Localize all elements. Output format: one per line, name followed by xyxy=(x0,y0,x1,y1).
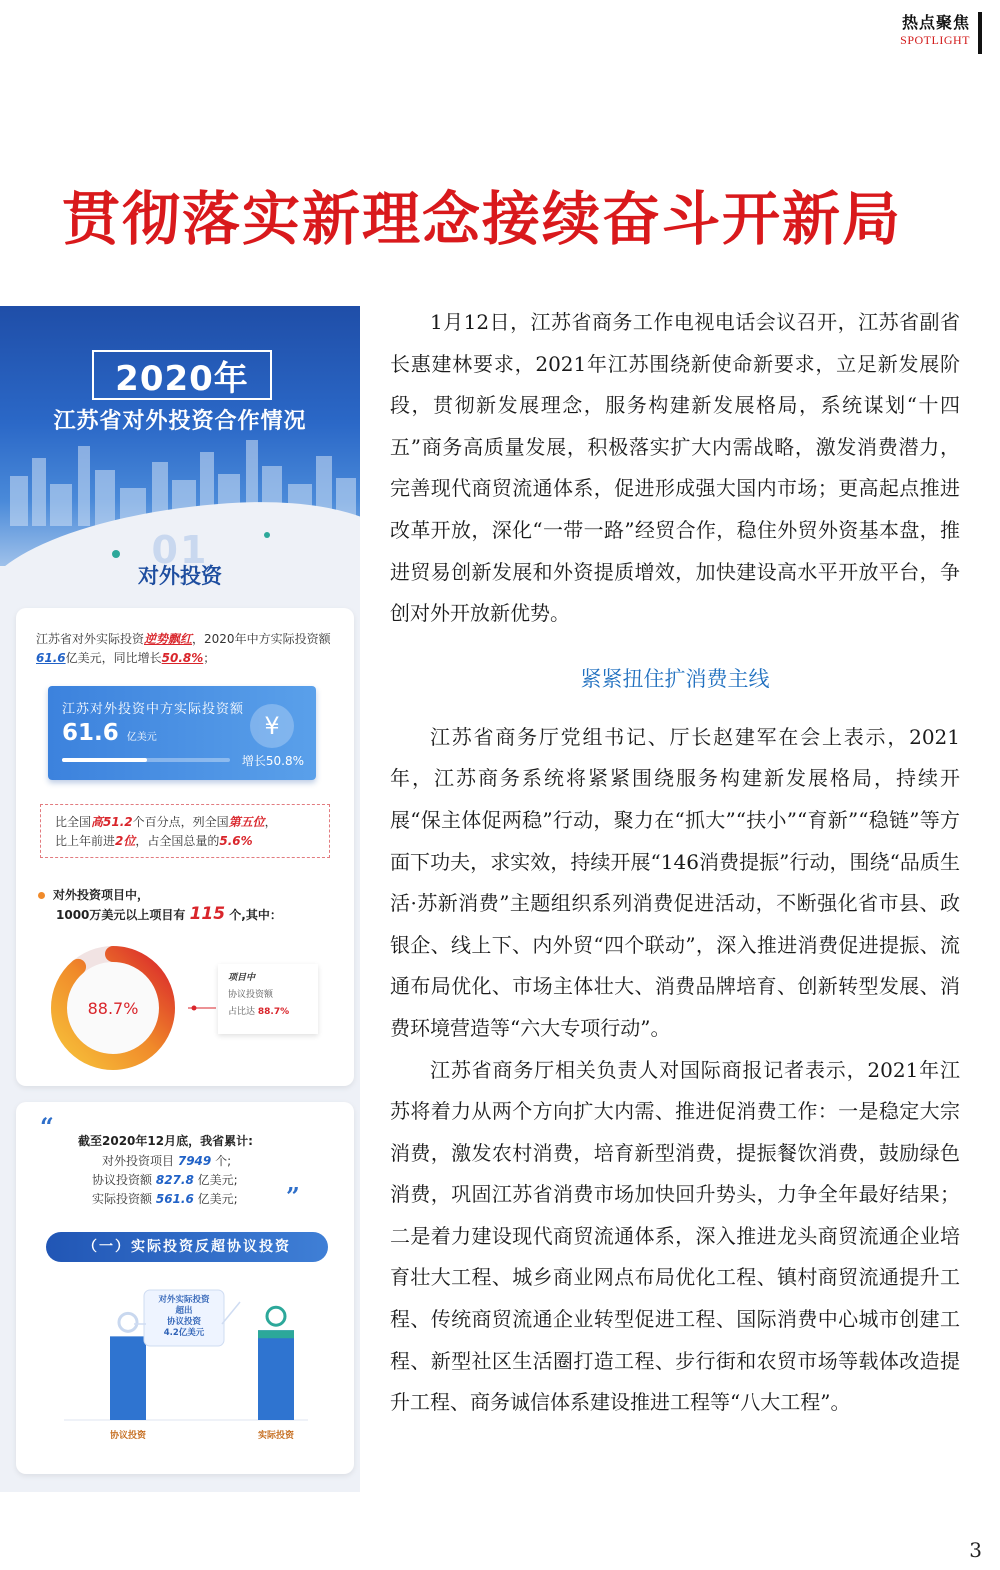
header-bar xyxy=(978,12,982,54)
stat-label: 江苏对外投资中方实际投资额 xyxy=(62,702,245,717)
year-frame xyxy=(92,350,272,400)
bar-1 xyxy=(258,1330,294,1420)
growth-progress-fill xyxy=(62,758,147,762)
section-header xyxy=(900,10,982,48)
section-title: 对外投资 xyxy=(138,564,222,588)
article-title: 贯彻落实新理念接续奋斗开新局 xyxy=(62,185,903,253)
decor-dot-icon xyxy=(264,532,270,538)
decor-dot-icon xyxy=(112,550,120,558)
yen-icon: ¥ xyxy=(250,704,294,748)
category-label: 实际投资 xyxy=(257,1431,295,1441)
donut-legend: 项目中 协议投资额 占比达 88.7% xyxy=(218,964,318,1034)
quote-close-icon: ” xyxy=(286,1182,300,1211)
article-body xyxy=(390,302,960,1424)
projects-text: 对外投资项目中， 1000万美元以上项目有 115 个,其中： xyxy=(38,886,348,925)
bar-0 xyxy=(110,1336,146,1420)
paragraph: 江苏省商务厅相关负责人对国际商报记者表示，2021年江苏将着力从两个方向扩大内需、推进促消费工作：一是稳定大宗消费，激发农村消费，培育新型消费，提振餐饮消费，鼓励绿色消费，巩固江苏省消费市场加快回升势头，力争全年最好结果；二是着力建设现代商贸流通体系，深入推进龙头商贸流通企业培育壮大工程、城乡商业网点布局优化工程、镇村商贸流通提升工程、传统商贸流通企业转型促进工程、国际消费中心城市创建工程、新型社区生活圈打造工程、步行街和农贸市场等载体改造提升工程、商务诚信体系建设推进工程等“八大工程”。 xyxy=(390,1057,960,1415)
bar-marker-0 xyxy=(119,1313,137,1331)
bar-cap-1 xyxy=(258,1330,294,1338)
chart-annotation xyxy=(134,1290,240,1346)
donut-chart xyxy=(38,938,218,1078)
annotation-line: 对外实际投资 xyxy=(158,1295,210,1305)
section-banner: （一）实际投资反超协议投资 xyxy=(46,1232,328,1262)
bullet-icon xyxy=(38,892,45,899)
summary-heading: 截至2020年12月底，我省累计: xyxy=(78,1134,253,1148)
cumulative-card xyxy=(16,1102,354,1474)
category-label: 协议投资 xyxy=(109,1431,147,1441)
donut-value: 88.7% xyxy=(87,999,139,1018)
article-subheading: 紧紧扭住扩消费主线 xyxy=(580,666,770,691)
annotation-line: 4.2亿美元 xyxy=(163,1328,205,1338)
ranking-box: 比全国高51.2个百分点，列全国第五位， 比上年前进2位，占全国总量的5.6% xyxy=(40,804,330,858)
annotation-line: 协议投资 xyxy=(166,1317,202,1327)
investment-stat-box xyxy=(48,686,316,780)
bar-marker-1 xyxy=(267,1307,285,1325)
section-name: 热点聚焦 xyxy=(901,13,970,32)
section-number: 01 xyxy=(151,528,209,572)
investment-card xyxy=(16,608,354,1086)
infographic xyxy=(0,306,360,1492)
investment-bar-chart xyxy=(36,1272,336,1452)
quote-open-icon: “ xyxy=(40,1112,54,1141)
paragraph: 1月12日，江苏省商务工作电视电话会议召开，江苏省副省长惠建林要求，2021年江苏围绕新使命新要求，立足新发展阶段，贯彻新发展理念，服务构建新发展格局，系统谋划“十四五”商务高质量发展，积极落实扩大内需战略，激发消费潜力，完善现代商贸流通体系，促进形成强大国内市场；更高起点推进改革开放，深化“一带一路”经贸合作，稳住外贸外资基本盘，推进贸易创新发展和外资提质增效，加快建设高水平开放平台，争创对外开放新优势。 xyxy=(390,310,960,626)
annotation-line: 超出 xyxy=(175,1306,193,1316)
growth-label: 增长50.8% xyxy=(241,754,304,768)
stat-value: 61.6 亿美元 xyxy=(62,720,157,746)
paragraph: 江苏省商务厅党组书记、厅长赵建军在会上表示，2021年，江苏商务系统将紧紧围绕服务构建新发展格局，持续开展“保主体促两稳”行动，聚力在“抓大”“扶小”“育新”“稳链”等方面下功夫，求实效，持续开展“146消费提振”行动，围绕“品质生活·苏新消费”主题组织系列消费促进活动，不断强化省市县、政银企、线上下、内外贸“四个联动”，深入推进消费促进提振、流通布局优化、市场主体壮大、消费品牌培育、创新转型发展、消费环境营造等“六大专项行动”。 xyxy=(390,724,960,1040)
summary-list: 对外投资项目 7949 个; 协议投资额 827.8 亿美元; 实际投资额 561.6 亿美元; xyxy=(92,1154,238,1206)
year-label: 2020年 xyxy=(115,358,249,399)
growth-progress-bar xyxy=(62,758,230,762)
page-number: 3 xyxy=(969,1538,982,1562)
intro-text: 江苏省对外实际投资逆势飘红，2020年中方实际投资额61.6亿美元，同比增长50.8%； xyxy=(36,632,331,665)
section-name-en: SPOTLIGHT xyxy=(900,33,970,47)
infographic-subtitle: 江苏省对外投资合作情况 xyxy=(53,409,307,434)
